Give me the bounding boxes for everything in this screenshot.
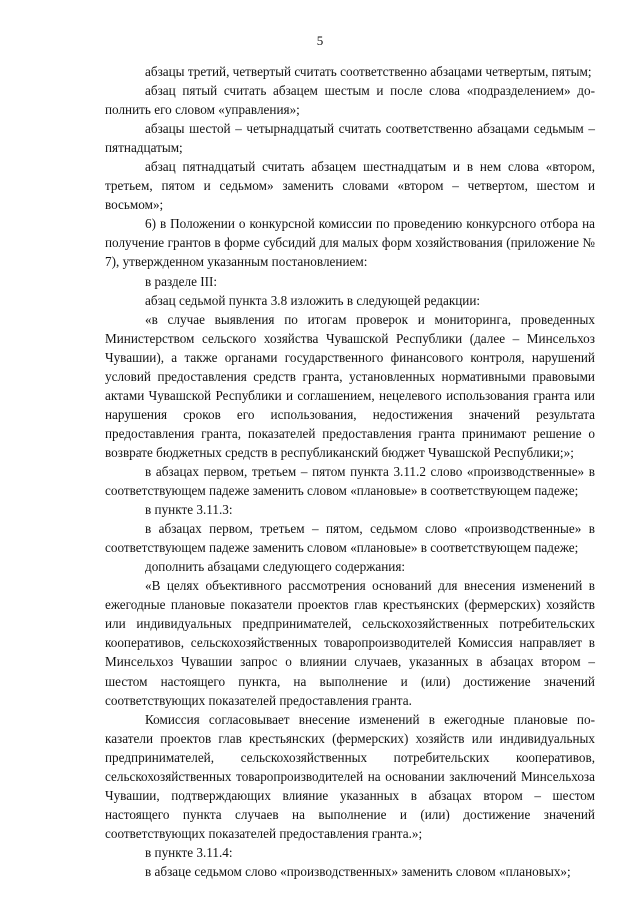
paragraph: в абзаце седьмом слово «производственных» заменить словом «плановых»; <box>145 863 571 879</box>
paragraph: 6) в Положении о конкурсной комиссии по проведению конкурсного отбора на получение грантов в форме субсидий для малых форм хозяйствования (приложение № 7), утвержденном указанным постановлением: <box>105 216 595 270</box>
paragraph: дополнить абзацами следующего содержания: <box>145 559 406 575</box>
paragraph: абзац пятый считать абзацем шестым и после слова «подразделением» дополнить его словом «управления»; <box>105 83 595 118</box>
paragraph: абзацы третий, четвертый считать соответственно абзацами четвертым, пятым; <box>145 64 592 79</box>
paragraph: абзацы шестой – четырнадцатый считать соответственно абзацами седьмым – пятнадцатым; <box>105 121 595 156</box>
paragraph: «в случае выявления по итогам проверок и мониторинга, проведенных Министерством сельского хозяйства Чувашской Республики (далее – Минсельхоз Чувашии), а также органами государственного финансового контроля, нарушений условий предоставления средств гранта, установленных нормативными правовыми актами Чувашской Республики и соглашением, нецелевого использования гранта или нарушения сроков его использования, недостижения значений результата предоставления гранта, показателей предоставления гранта принимают решение о возврате бюджетных средств в республиканский бюджет Чувашской Республики;»; <box>105 311 595 460</box>
paragraph: в разделе III: <box>145 273 218 289</box>
page-number: 5 <box>316 33 324 48</box>
paragraph: абзац седьмой пункта 3.8 изложить в следующей редакции: <box>145 292 481 308</box>
paragraph: в абзацах первом, третьем – пятом пункта 3.11.2 слово «производственные» в соответствующем падеже заменить словом «плановые» в соответствующем падеже; <box>105 463 595 499</box>
paragraph: Комиссия согласовывает внесение изменений в ежегодные плановые показатели проектов глав крестьянских (фермерских) хозяйств или индивидуальных предпринимателей, сельскохозяйственных потребительских кооперативов, сельскохозяйственных товаропроизводителей на основании заключений Минсельхоза Чувашии, подтверждающих влияние указанных в абзацах втором – шестом настоящего пункта случаев на выполнение и (или) достижение значений соответствующих показателей предоставления гранта.»; <box>105 711 595 841</box>
paragraph: абзац пятнадцатый считать абзацем шестнадцатым и в нем слова «втором, третьем, пятом и седьмом» заменить словами «втором – четвертом, шестом и восьмом»; <box>105 159 595 213</box>
paragraph: в пункте 3.11.4: <box>145 844 233 860</box>
paragraph: в пункте 3.11.3: <box>145 502 233 518</box>
paragraph: в абзацах первом, третьем – пятом, седьмом слово «производственные» в соответствующем падеже заменить словом «плановые» в соответствующем падеже; <box>105 521 595 556</box>
paragraph: «В целях объективного рассмотрения оснований для внесения изменений в ежегодные плановые показатели проектов глав крестьянских (фермерских) хозяйств или индивидуальных предпринимателей, сельскохозяйственных потребительских кооперативов, сельскохозяйственных товаропроизводителей Комиссия направляет в Минсельхоз Чувашии запрос о влиянии случаев, указанных в абзацах втором – шестом настоящего пункта, на выполнение и (или) достижение значений соответствующих показателей предоставления гранта. <box>105 578 595 708</box>
document-body <box>105 62 595 881</box>
